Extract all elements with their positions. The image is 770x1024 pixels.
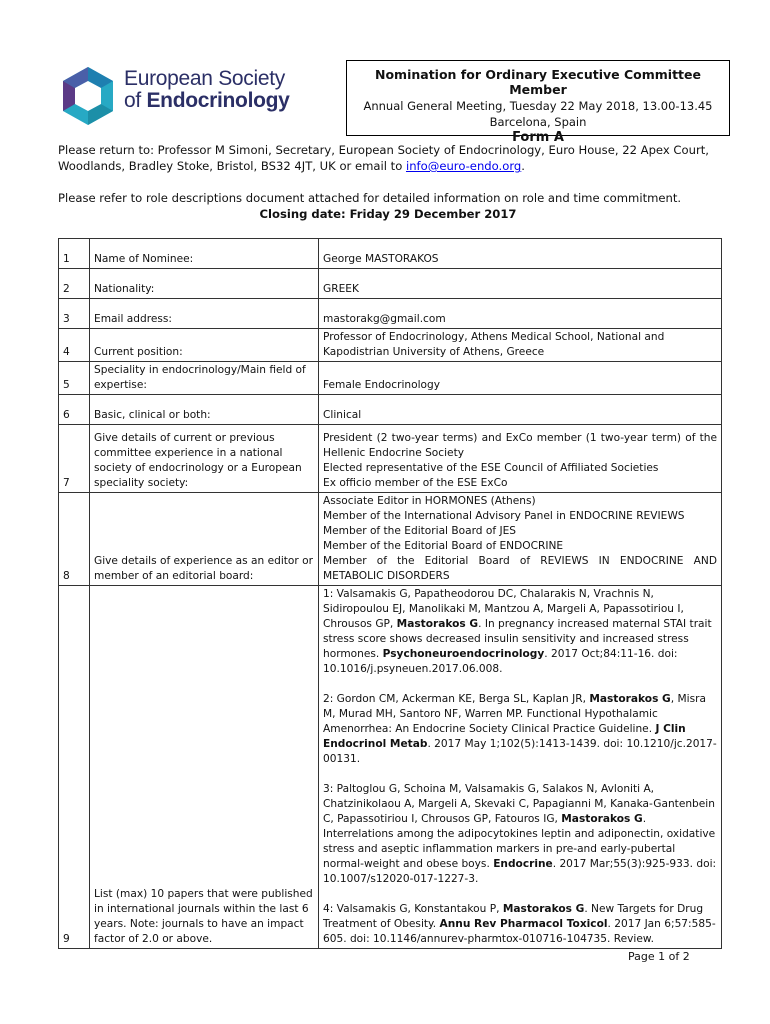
answer-value: GREEK [319,269,722,299]
table-row [59,269,722,299]
nomination-title-box [346,60,730,145]
question-label: Speciality in endocrinology/Main field of expertise: [90,362,319,395]
table-row [59,586,722,949]
table-row [59,329,722,362]
closing-date: Closing date: Friday 29 December 2017 [259,207,517,221]
question-label: Basic, clinical or both: [90,395,319,425]
logo-line2: of Endocrinology [124,89,290,112]
paper-reference: 2: Gordon CM, Ackerman KE, Berga SL, Kaplan JR, Mastorakos G, Misra M, Murad MH, Santoro NF, Warren MP. Functional Hypothalamic Amenorrhea: An Endocrine Society Clinical Practice Guideline. J Clin Endocrinol Metab. 2017 May 1;102(5):1413-1439. doi: 10.1210/jc.2017-00131. [323,693,717,765]
role-reference [58,190,718,222]
form-label: Form A [512,130,564,145]
question-label: List (max) 10 papers that were published in international journals within the last 6 years. Note: journals to have an impact factor of 2.0 or above. [90,586,319,949]
answer-value: Female Endocrinology [319,362,722,395]
answer-line: Elected representative of the ESE Council of Affiliated Societies [323,462,659,474]
answer-value: Professor of Endocrinology, Athens Medical School, National and Kapodistrian University of Athens, Greece [319,329,722,362]
table-row [59,493,722,586]
nomination-form-table [58,238,722,949]
row-number: 9 [59,586,90,949]
table-row [59,425,722,493]
ese-hexagon-icon [56,64,120,128]
page-number: Page 1 of 2 [628,950,690,963]
answer-value: mastorakg@gmail.com [319,299,722,329]
return-instructions: Please return to: Professor M Simoni, Secretary, European Society of Endocrinology, Euro House, 22 Apex Court, Woodlands, Bradley Stoke, Bristol, BS32 4JT, UK or email to info@euro-endo.org. [58,143,709,173]
answer-value: Clinical [319,395,722,425]
row-number: 2 [59,269,90,299]
answer-line: Member of the International Advisory Panel in ENDOCRINE REVIEWS [323,510,685,522]
meeting-location: Barcelona, Spain [489,115,587,129]
papers-list [319,586,722,949]
logo-line1: European Society [124,67,285,90]
table-row [59,239,722,269]
answer-value: George MASTORAKOS [319,239,722,269]
row-number: 4 [59,329,90,362]
paper-reference: 4: Valsamakis G, Konstantakou P, Mastorakos G. New Targets for Drug Treatment of Obesity. Annu Rev Pharmacol Toxicol. 2017 Jan 6;57:585-605. doi: 10.1146/annurev-pharmtox-010716-104735. Review. [323,903,716,945]
refer-text: Please refer to role descriptions document attached for detailed information on role and time commitment. [58,191,682,205]
meeting-info: Annual General Meeting, Tuesday 22 May 2018, 13.00-13.45 [363,99,713,113]
answer-line: Member of the Editorial Board of REVIEWS IN ENDOCRINE AND METABOLIC DISORDERS [323,555,717,582]
answer-line: Member of the Editorial Board of ENDOCRINE [323,540,564,552]
answer-line: Ex officio member of the ESE ExCo [323,477,508,489]
row-number: 5 [59,362,90,395]
row-number: 6 [59,395,90,425]
question-label: Name of Nominee: [90,239,319,269]
paper-reference: 1: Valsamakis G, Papatheodorou DC, Chalarakis N, Vrachnis N, Sidiropoulou EJ, Manolikaki M, Mantzou A, Margeli A, Papassotiriou I, Chrousos GP, Mastorakos G. In pregnancy increased maternal STAI trait stress score shows decreased insulin sensitivity and increased stress hormones. Psychoneuroendocrinology. 2017 Oct;84:11-16. doi: 10.1016/j.psyneuen.2017.06.008. [323,588,712,675]
table-row [59,395,722,425]
paper-reference: 3: Paltoglou G, Schoina M, Valsamakis G, Salakos N, Avloniti A, Chatzinikolaou A, Margeli A, Skevaki C, Papagianni M, Kanaka-Gantenbein C, Papassotiriou I, Chrousos GP, Fatouros IG, Mastorakos G. Interrelations among the adipocytokines leptin and adiponectin, oxidative stress and aseptic inflammation markers in pre-and early-pubertal normal-weight and obese boys. Endocrine. 2017 Mar;55(3):925-933. doi: 10.1007/s12020-017-1227-3. [323,783,717,885]
answer-line: President (2 two-year terms) and ExCo member (1 two-year term) of the Hellenic Endocrine Society [323,432,717,459]
table-row [59,362,722,395]
question-label: Nationality: [90,269,319,299]
question-label: Give details of experience as an editor or member of an editorial board: [90,493,319,586]
question-label: Current position: [90,329,319,362]
ese-logo [56,64,296,128]
table-row [59,299,722,329]
row-number: 1 [59,239,90,269]
row-number: 8 [59,493,90,586]
logo-text [124,68,290,112]
answer-line: Associate Editor in HORMONES (Athens) [323,495,536,507]
nomination-title: Nomination for Ordinary Executive Committee Member [375,67,701,97]
answer-value [319,493,722,586]
question-label: Email address: [90,299,319,329]
answer-value [319,425,722,493]
answer-line: Member of the Editorial Board of JES [323,525,516,537]
question-label: Give details of current or previous committee experience in a national society of endocrinology or a European speciality society: [90,425,319,493]
row-number: 7 [59,425,90,493]
email-link[interactable]: info@euro-endo.org [405,159,522,173]
row-number: 3 [59,299,90,329]
